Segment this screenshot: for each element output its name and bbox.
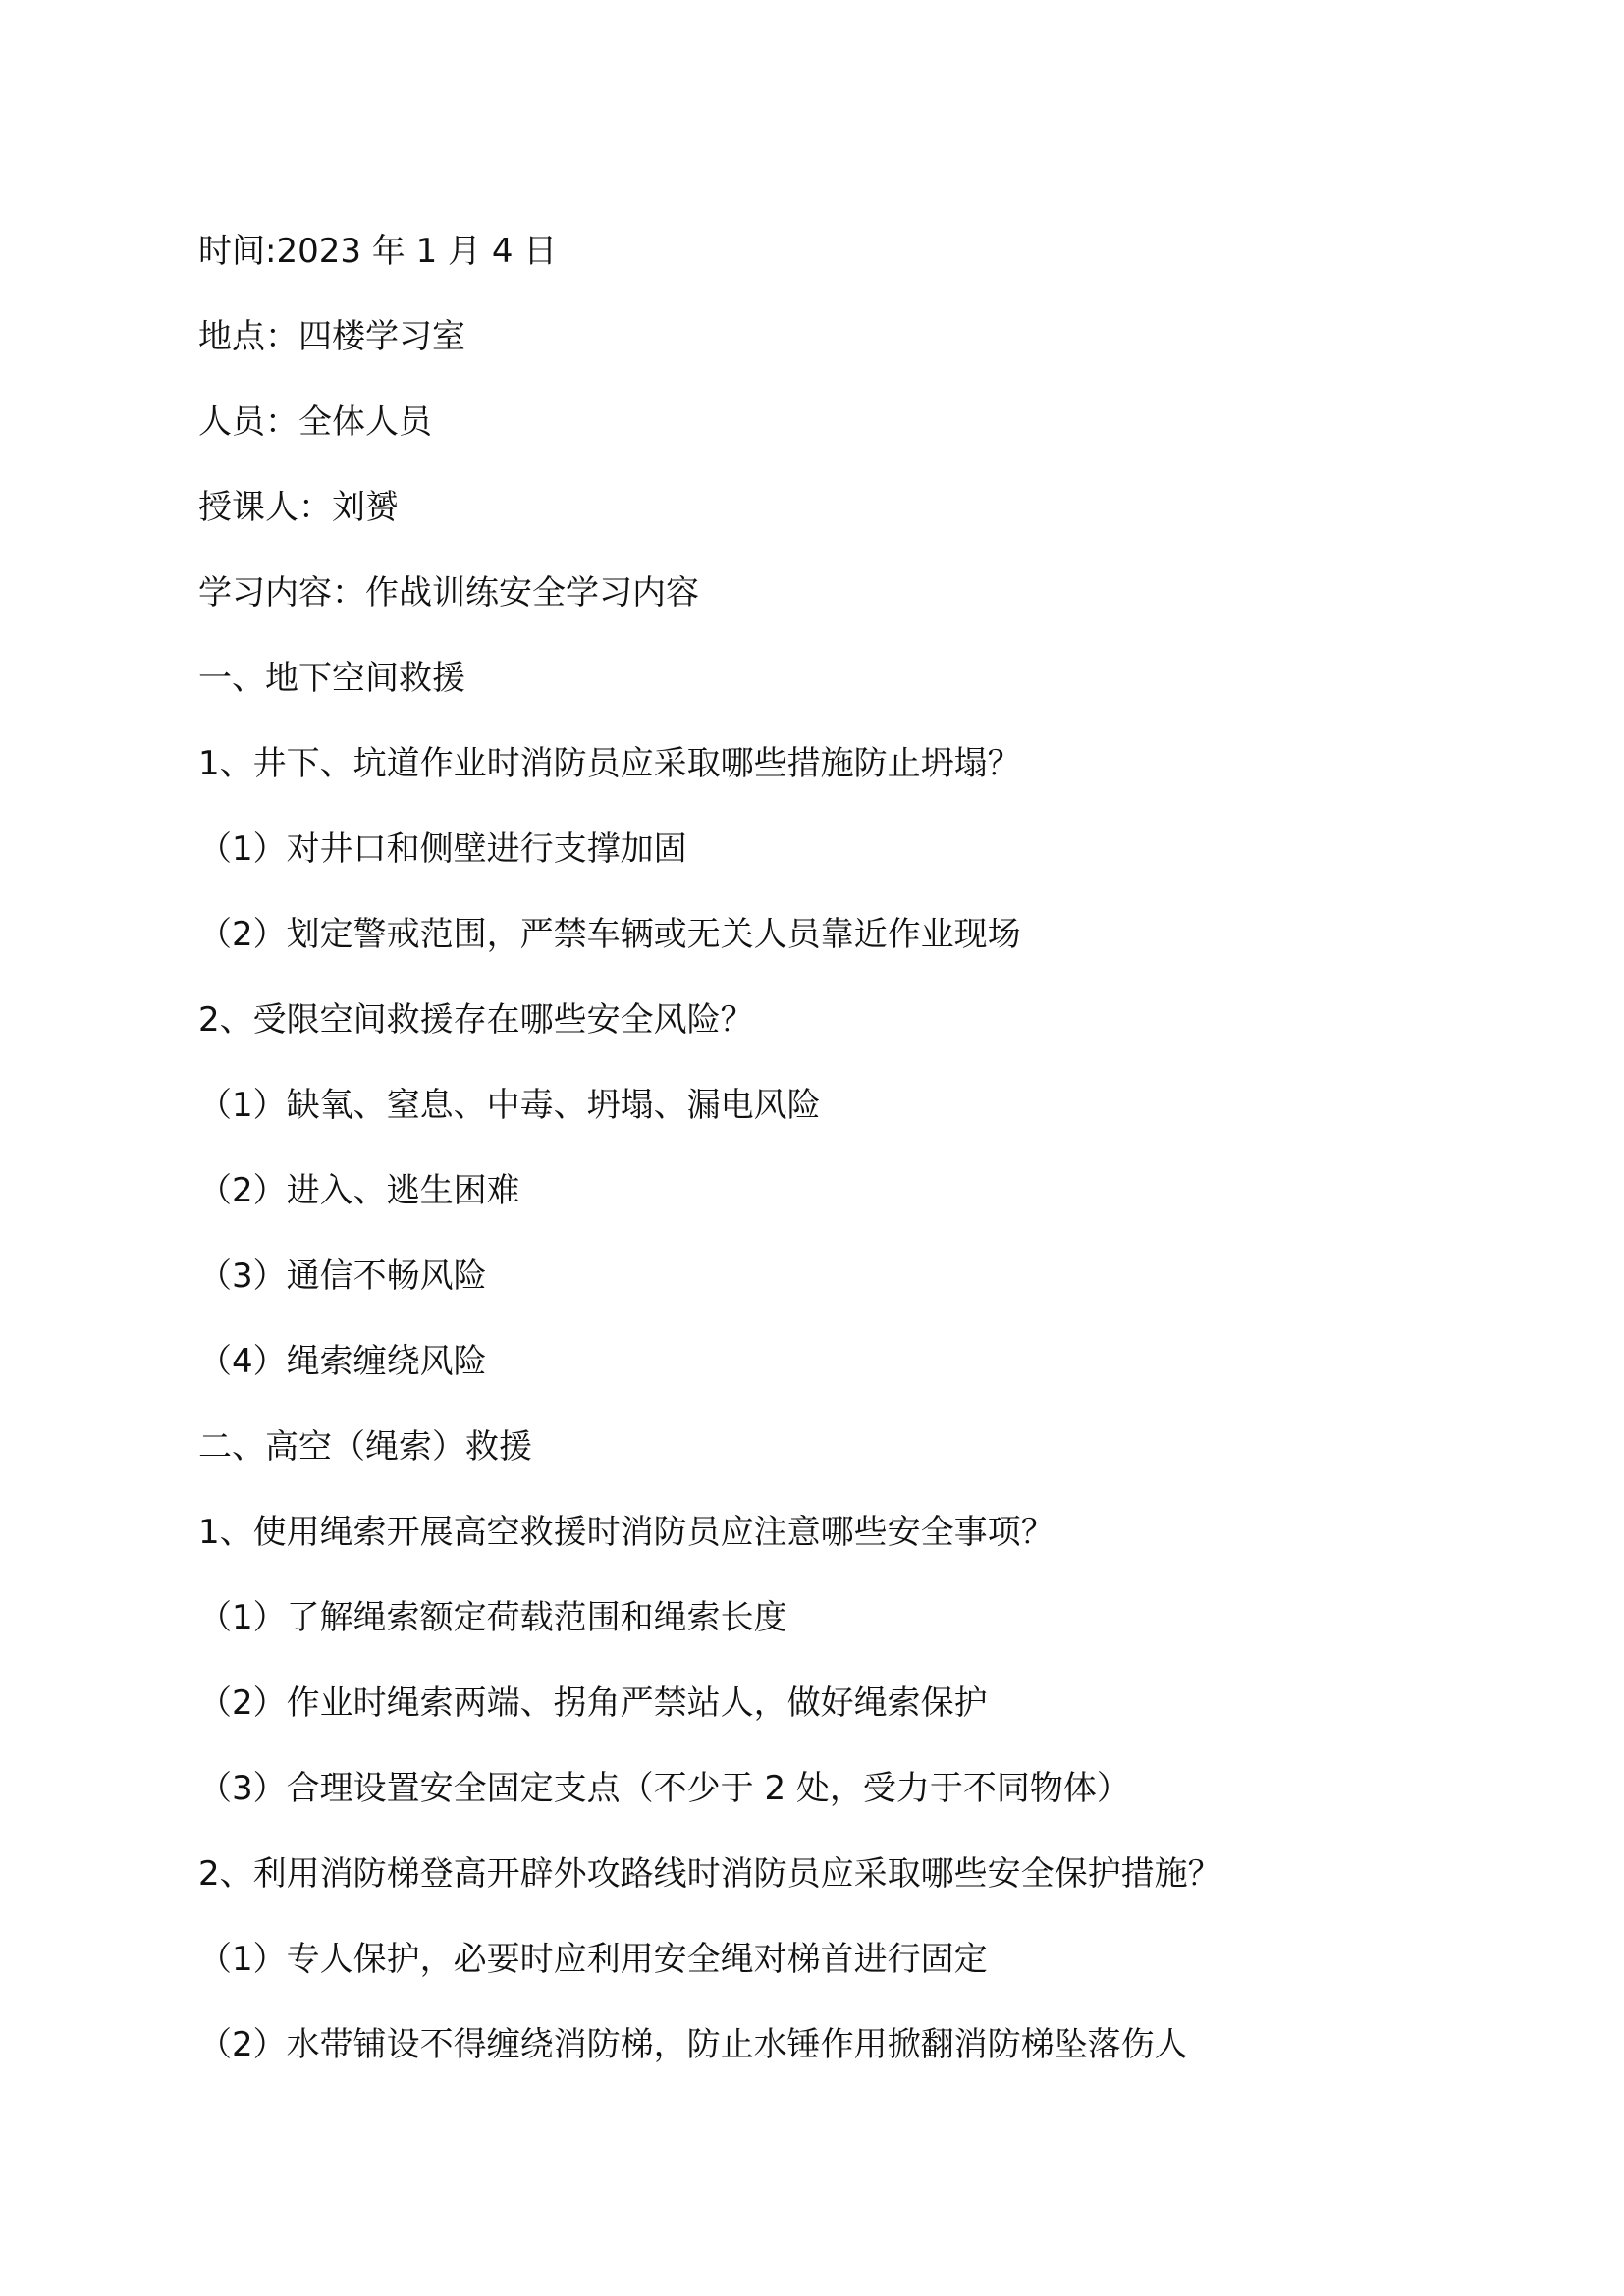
answer-item: （3）合理设置安全固定支点（不少于 2 处，受力于不同物体） (198, 1769, 1130, 1808)
answer-item: （2）水带铺设不得缠绕消防梯，防止水锤作用掀翻消防梯坠落伤人 (198, 2025, 1188, 2064)
question: 2、利用消防梯登高开辟外攻路线时消防员应采取哪些安全保护措施？ (198, 1854, 1221, 1894)
question: 2、受限空间救援存在哪些安全风险？ (198, 1000, 754, 1040)
meta-content: 学习内容：作战训练安全学习内容 (198, 573, 699, 613)
answer-item: （1）了解绳索额定荷载范围和绳索长度 (198, 1598, 787, 1637)
section-heading: 一、地下空间救援 (198, 659, 465, 698)
answer-item: （2）进入、逃生困难 (198, 1171, 520, 1210)
question: 1、井下、坑道作业时消防员应采取哪些措施防止坍塌？ (198, 744, 1021, 783)
question: 1、使用绳索开展高空救援时消防员应注意哪些安全事项？ (198, 1513, 1055, 1552)
meta-place: 地点：四楼学习室 (198, 317, 465, 356)
document-body (198, 232, 1455, 2110)
meta-lecturer: 授课人：刘赟 (198, 488, 399, 527)
answer-item: （4）绳索缠绕风险 (198, 1342, 487, 1381)
section-heading: 二、高空（绳索）救援 (198, 1427, 532, 1467)
answer-item: （1）对井口和侧壁进行支撑加固 (198, 829, 687, 869)
answer-item: （1）专人保护，必要时应利用安全绳对梯首进行固定 (198, 1940, 988, 1979)
answer-item: （2）划定警戒范围，严禁车辆或无关人员靠近作业现场 (198, 915, 1021, 954)
answer-item: （1）缺氧、窒息、中毒、坍塌、漏电风险 (198, 1086, 821, 1125)
meta-time: 时间:2023 年 1 月 4 日 (198, 232, 558, 271)
answer-item: （3）通信不畅风险 (198, 1256, 487, 1296)
meta-people: 人员：全体人员 (198, 402, 432, 442)
answer-item: （2）作业时绳索两端、拐角严禁站人，做好绳索保护 (198, 1683, 988, 1723)
